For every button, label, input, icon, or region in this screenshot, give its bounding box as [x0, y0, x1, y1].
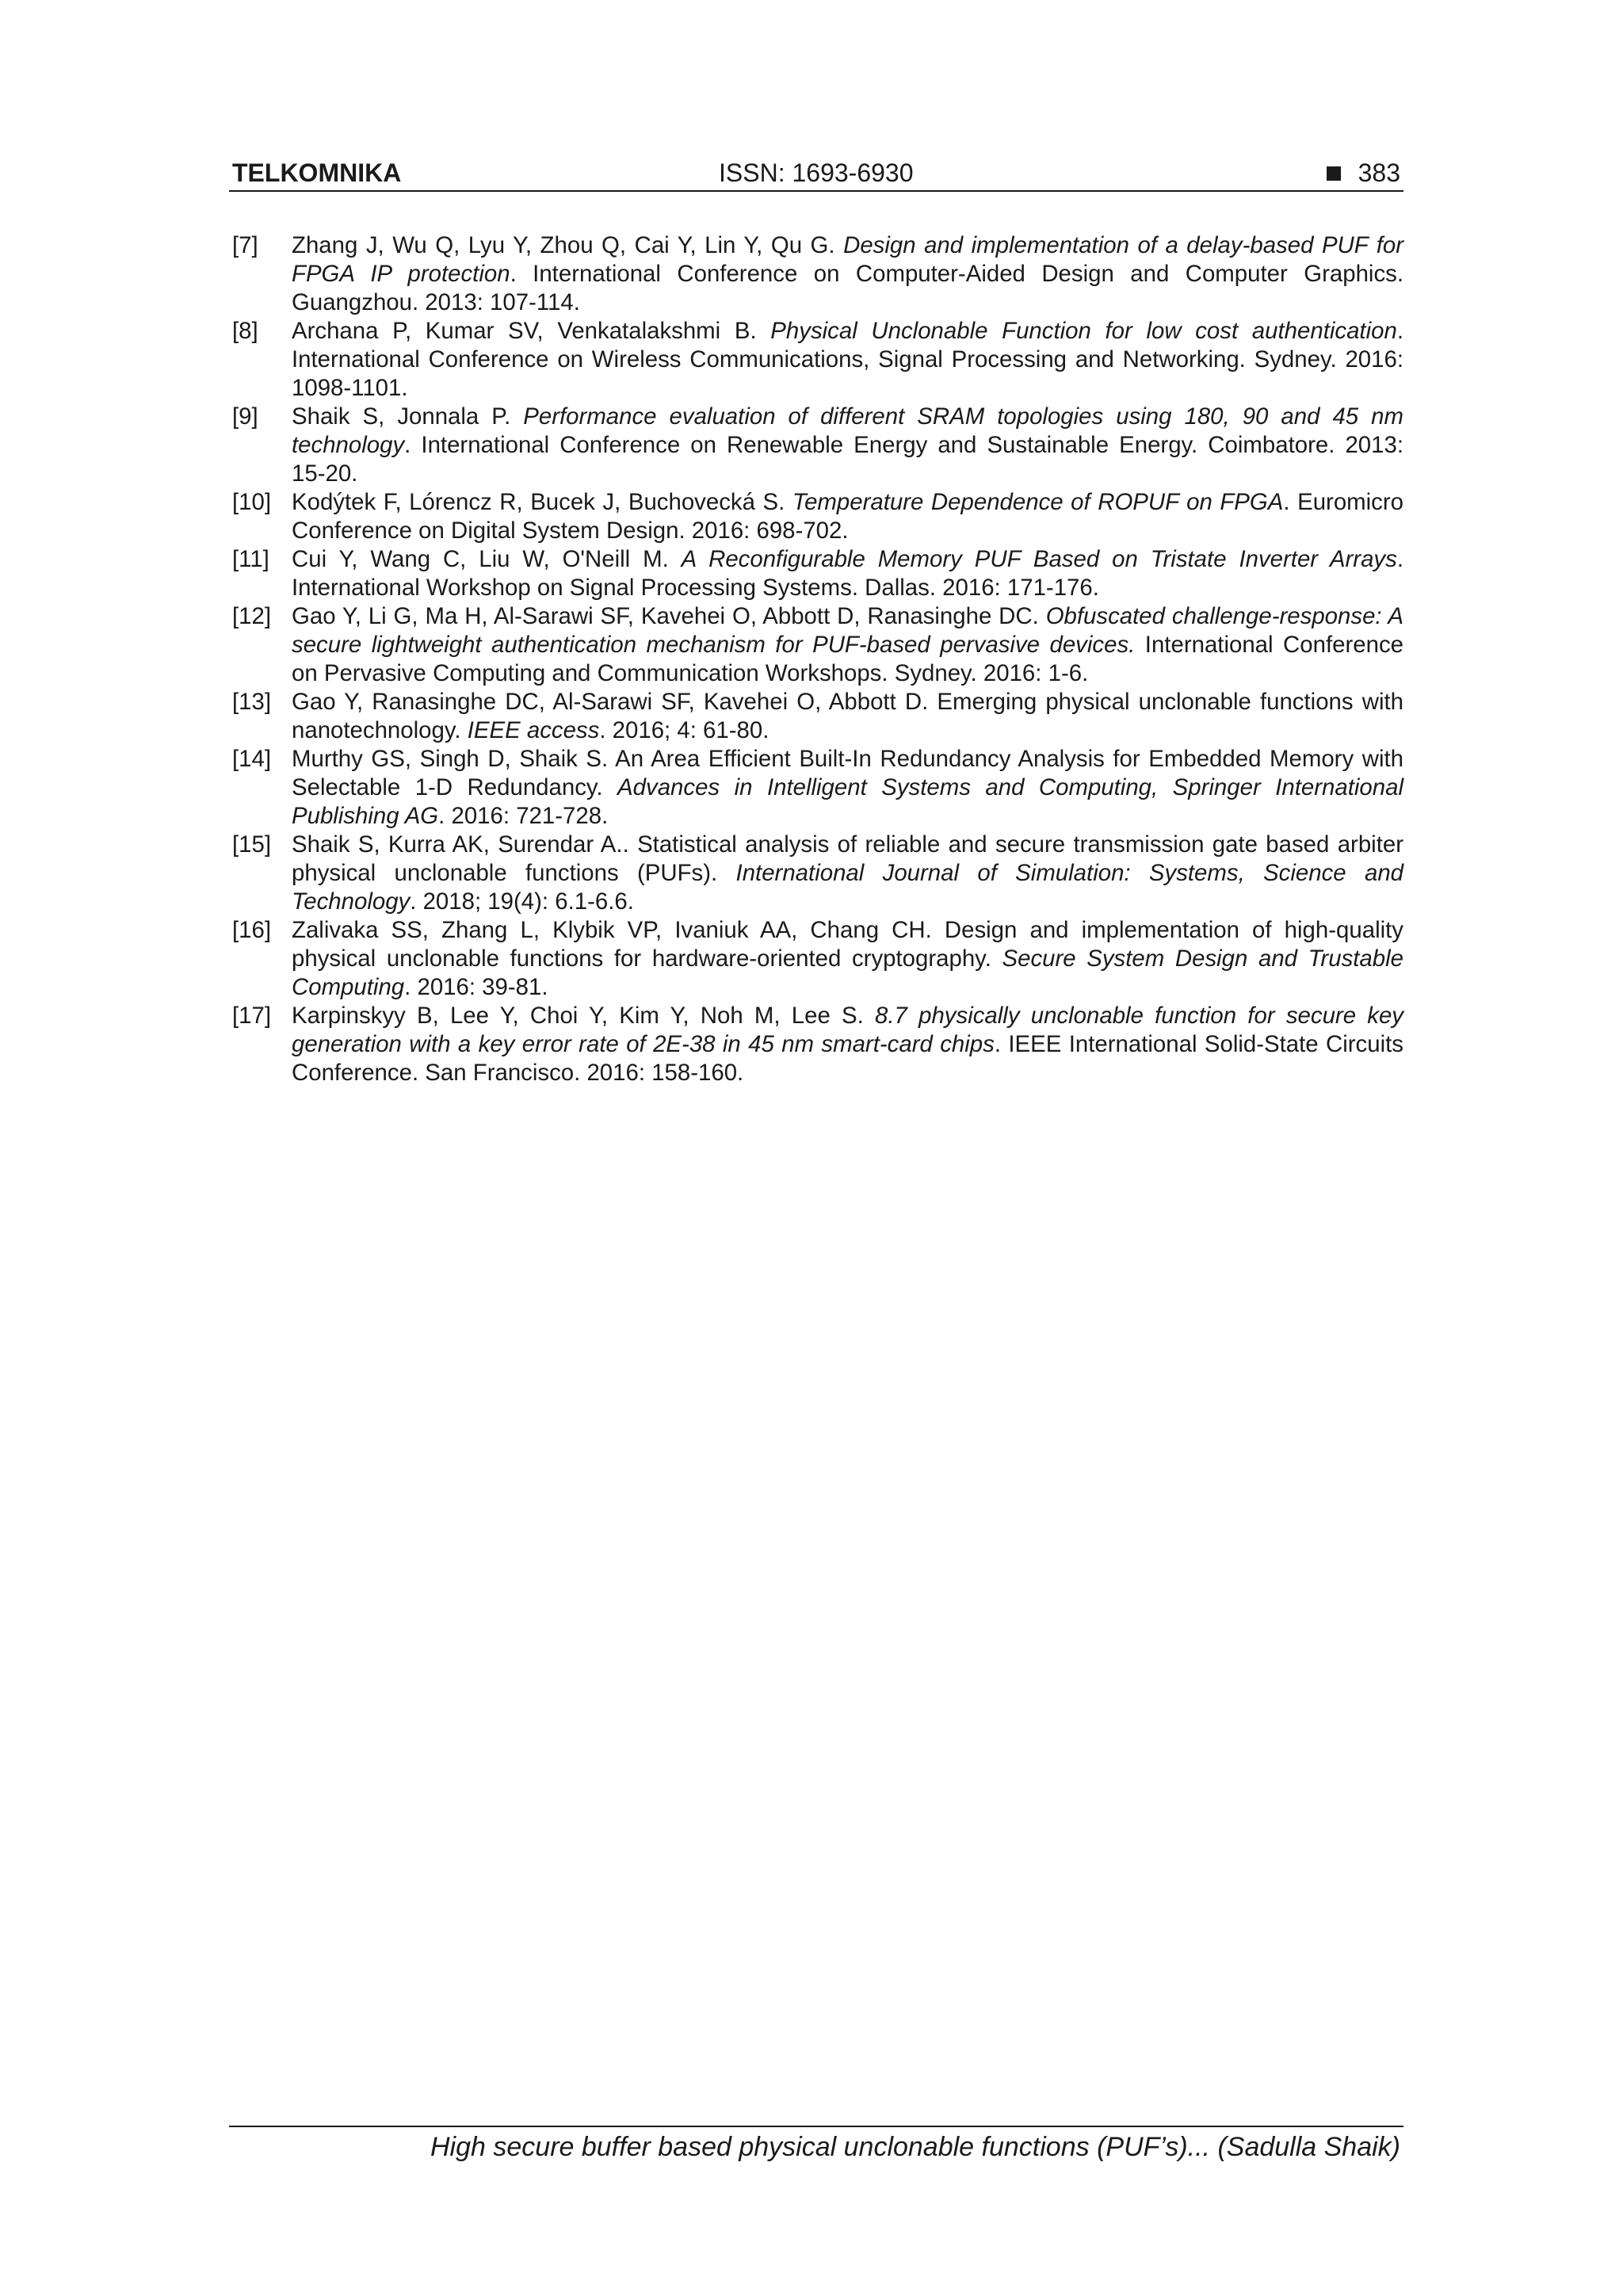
- reference-title: Temperature Dependence of ROPUF on FPGA: [792, 489, 1284, 515]
- issn: ISSN: 1693-6930: [719, 159, 914, 187]
- reference-title: IEEE access: [467, 717, 600, 743]
- reference-item: [232, 1002, 1403, 1087]
- footer-rule: [229, 2126, 1403, 2127]
- reference-number: [17]: [232, 1003, 272, 1029]
- reference-title: Obfuscated challenge-response: A secure lightweight authentication mechanism for PUF-based pervasive devices.: [292, 603, 1403, 658]
- reference-item: [232, 545, 1403, 602]
- reference-title: International Journal of Simulation: Systems, Science and Technology: [292, 860, 1404, 915]
- running-header: [229, 155, 1403, 190]
- reference-authors: Shaik S, Jonnala P.: [292, 403, 524, 430]
- reference-authors: Kodýtek F, Lórencz R, Bucek J, Buchovecká S.: [292, 489, 792, 515]
- reference-item: [232, 745, 1403, 831]
- page-number-value: 383: [1358, 159, 1400, 187]
- reference-number: [11]: [232, 546, 269, 572]
- reference-item: [232, 231, 1403, 317]
- reference-number: [16]: [232, 917, 272, 943]
- reference-authors: Cui Y, Wang C, Liu W, O'Neill M.: [292, 546, 682, 572]
- reference-number: [9]: [232, 403, 258, 430]
- reference-item: [232, 688, 1403, 745]
- reference-number: [7]: [232, 232, 258, 258]
- reference-venue: . International Workshop on Signal Processing Systems. Dallas. 2016: 171-176.: [292, 546, 1403, 601]
- reference-venue: . Euromicro Conference on Digital System Design. 2016: 698-702.: [292, 489, 1404, 544]
- running-footer: High secure buffer based physical unclonable functions (PUF’s)... (Sadulla Shaik): [430, 2132, 1400, 2162]
- reference-authors: Zalivaka SS, Zhang L, Klybik VP, Ivaniuk AA, Chang CH. Design and implementation of high-quality physical unclonable functions for hardware-oriented cryptography.: [292, 917, 1403, 972]
- reference-venue: . IEEE International Solid-State Circuits Conference. San Francisco. 2016: 158-160.: [292, 1031, 1403, 1086]
- reference-authors: Archana P, Kumar SV, Venkatalakshmi B.: [292, 318, 771, 344]
- reference-title: Performance evaluation of different SRAM topologies using 180, 90 and 45 nm technology: [292, 403, 1403, 458]
- reference-item: [232, 488, 1403, 545]
- reference-venue: . International Conference on Computer-Aided Design and Computer Graphics. Guangzhou. 2013: 107-114.: [292, 261, 1403, 315]
- header-rule: [229, 190, 1403, 192]
- reference-authors: Murthy GS, Singh D, Shaik S. An Area Efficient Built-In Redundancy Analysis for Embedded Memory with Selectable 1-D Redundancy.: [292, 746, 1403, 800]
- reference-title: A Reconfigurable Memory PUF Based on Tristate Inverter Arrays: [681, 546, 1397, 572]
- reference-authors: Shaik S, Kurra AK, Surendar A.. Statistical analysis of reliable and secure transmission gate based arbiter physical unclonable functions (PUFs).: [292, 831, 1403, 886]
- reference-item: [232, 317, 1403, 403]
- reference-number: [8]: [232, 318, 258, 344]
- reference-venue: . 2016; 4: 61-80.: [599, 717, 769, 743]
- reference-title: 8.7 physically unclonable function for secure key generation with a key error rate of 2E-38 in 45 nm smart-card chips: [292, 1003, 1404, 1057]
- reference-venue: . International Conference on Renewable Energy and Sustainable Energy. Coimbatore. 2013: 15-20.: [292, 432, 1403, 487]
- reference-title: Advances in Intelligent Systems and Computing, Springer International Publishing AG: [292, 774, 1403, 829]
- journal-name: TELKOMNIKA: [232, 159, 402, 187]
- reference-title: Physical Unclonable Function for low cost authentication: [770, 318, 1397, 344]
- reference-item: [232, 602, 1403, 688]
- reference-title: Secure System Design and Trustable Computing: [292, 946, 1403, 1000]
- reference-number: [12]: [232, 603, 272, 629]
- reference-item: [232, 403, 1403, 488]
- reference-authors: Karpinskyy B, Lee Y, Choi Y, Kim Y, Noh M, Lee S.: [292, 1003, 876, 1029]
- reference-item: [232, 831, 1403, 916]
- reference-item: [232, 916, 1403, 1002]
- reference-authors: Gao Y, Ranasinghe DC, Al-Sarawi SF, Kavehei O, Abbott D. Emerging physical unclonable functions with nanotechnology.: [292, 689, 1403, 743]
- reference-authors: Gao Y, Li G, Ma H, Al-Sarawi SF, Kavehei O, Abbott D, Ranasinghe DC.: [292, 603, 1046, 629]
- reference-number: [13]: [232, 689, 272, 715]
- reference-authors: Zhang J, Wu Q, Lyu Y, Zhou Q, Cai Y, Lin Y, Qu G.: [292, 232, 844, 258]
- reference-venue: . International Conference on Wireless Communications, Signal Processing and Networking. Sydney. 2016: 1098-1101.: [292, 318, 1403, 401]
- page-number: [1327, 155, 1400, 190]
- reference-number: [10]: [232, 489, 272, 515]
- reference-venue: International Conference on Pervasive Computing and Communication Workshops. Sydney. 2016: 1-6.: [292, 632, 1403, 686]
- black-square-icon: [1327, 166, 1341, 181]
- reference-title: Design and implementation of a delay-based PUF for FPGA IP protection: [292, 232, 1404, 287]
- reference-list: [232, 231, 1403, 1087]
- reference-venue: . 2018; 19(4): 6.1-6.6.: [410, 888, 634, 915]
- reference-venue: . 2016: 721-728.: [438, 803, 609, 829]
- reference-number: [14]: [232, 746, 272, 772]
- reference-number: [15]: [232, 831, 272, 858]
- reference-venue: . 2016: 39-81.: [404, 974, 548, 1000]
